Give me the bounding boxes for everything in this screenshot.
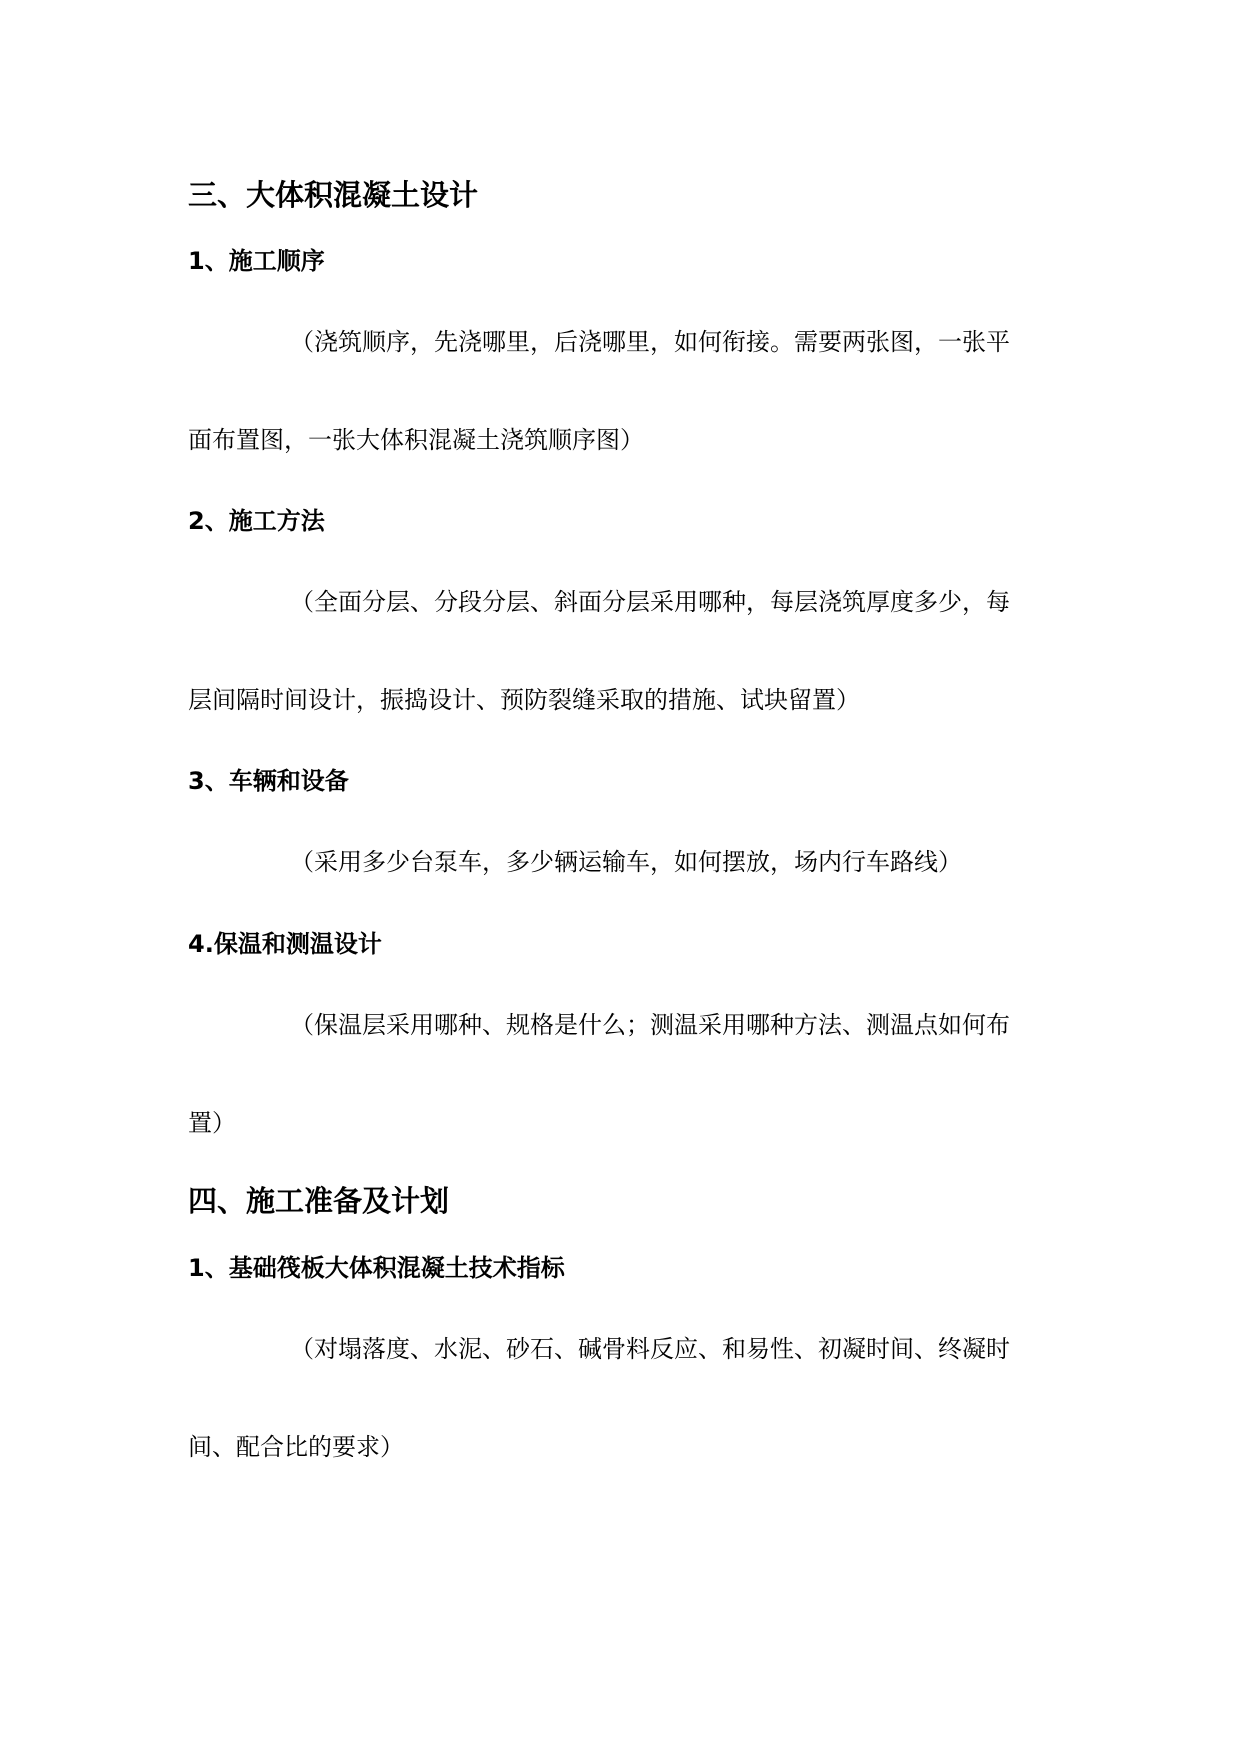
section-3-item-1-text-line-1: （浇筑顺序，先浇哪里，后浇哪里，如何衔接。需要两张图，一张平 (290, 328, 1010, 356)
section-3-item-2-heading: 2、施工方法 (188, 507, 325, 535)
section-4-title: 四、施工准备及计划 (188, 1184, 450, 1218)
section-4-item-1-text-line-1: （对塌落度、水泥、砂石、碱骨料反应、和易性、初凝时间、终凝时 (290, 1335, 1010, 1363)
section-4-item-1-heading: 1、基础筏板大体积混凝土技术指标 (188, 1254, 565, 1282)
section-3-item-2-text-line-1: （全面分层、分段分层、斜面分层采用哪种，每层浇筑厚度多少，每 (290, 588, 1010, 616)
section-3-item-4-heading: 4.保温和测温设计 (188, 930, 382, 958)
section-3-item-3-heading: 3、车辆和设备 (188, 767, 349, 795)
section-3-title: 三、大体积混凝土设计 (188, 178, 479, 212)
section-4-item-1-text-line-2: 间、配合比的要求） (188, 1433, 404, 1461)
section-3-item-3-text-line-1: （采用多少台泵车，多少辆运输车，如何摆放，场内行车路线） (290, 848, 962, 876)
section-3-item-2-text-line-2: 层间隔时间设计，振捣设计、预防裂缝采取的措施、试块留置） (188, 686, 860, 714)
section-3-item-1-heading: 1、施工顺序 (188, 247, 325, 275)
section-3-item-4-text-line-1: （保温层采用哪种、规格是什么；测温采用哪种方法、测温点如何布 (290, 1011, 1010, 1039)
section-3-item-1-text-line-2: 面布置图，一张大体积混凝土浇筑顺序图） (188, 426, 644, 454)
section-3-item-4-text-line-2: 置） (188, 1109, 236, 1137)
